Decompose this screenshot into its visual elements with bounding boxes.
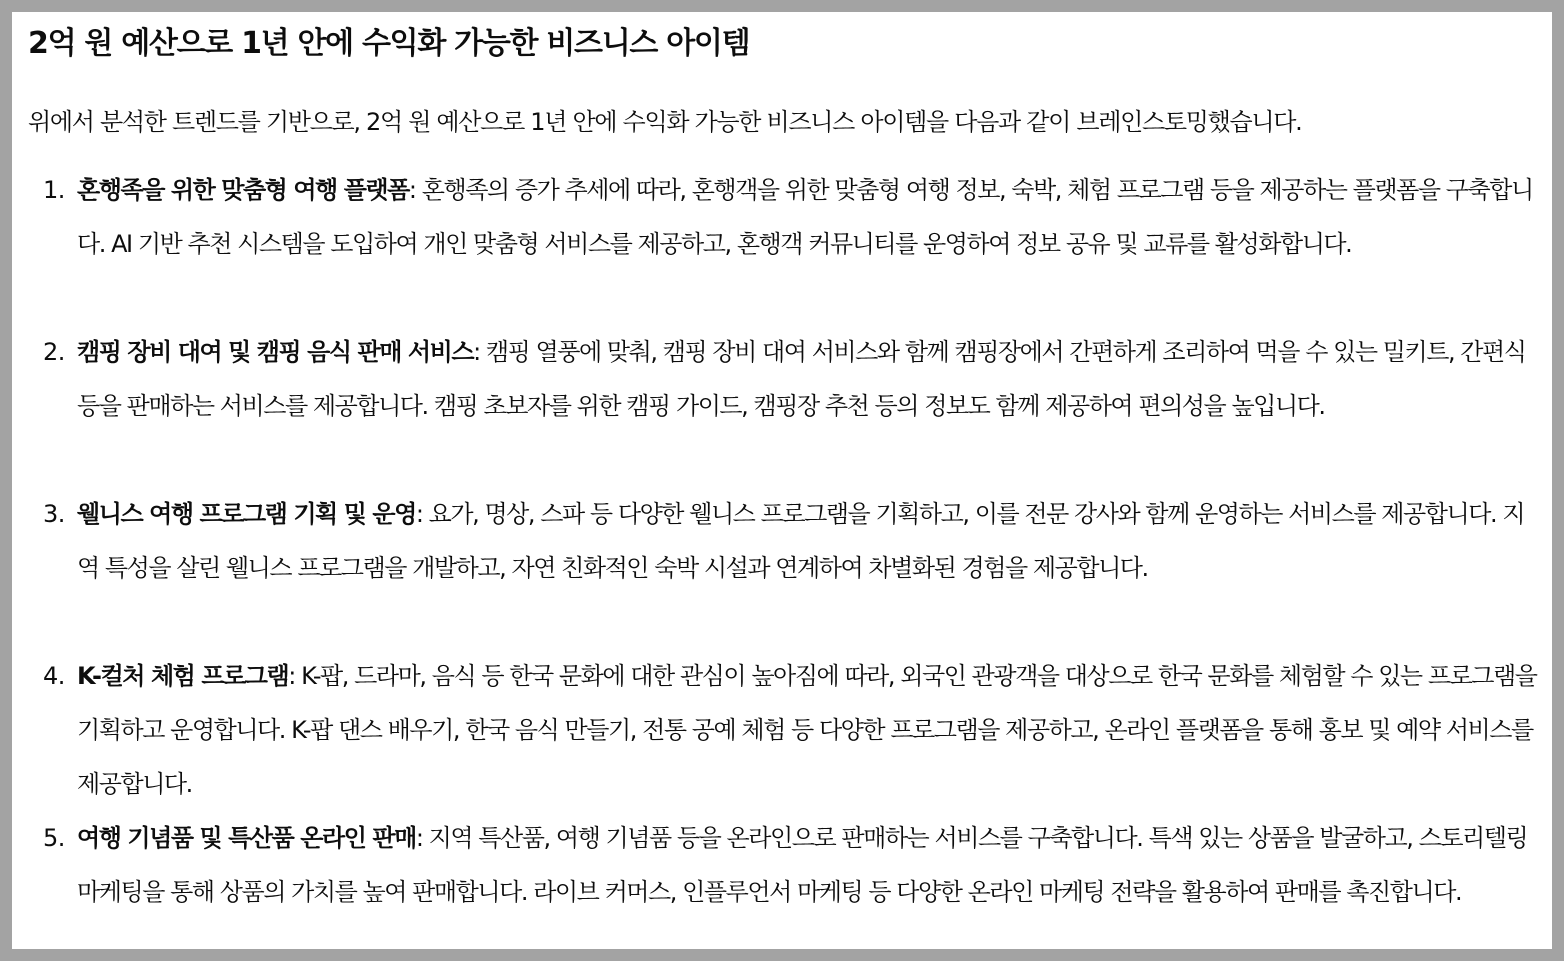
list-item-text: : 지역 특산품, 여행 기념품 등을 온라인으로 판매하는 서비스를 구축합니다. 특색 있는 상품을 발굴하고, 스토리텔링 마케팅을 통해 상품의 가치를 높여 판매합니다. 라이브 커머스, 인플루언서 마케팅 등 다양한 온라인 마케팅 전략을 활용하여 판매를 촉진합니다. xyxy=(77,824,1528,906)
list-item-title: K-컬처 체험 프로그램 xyxy=(77,662,289,690)
list-item-body xyxy=(77,487,1538,595)
list-item-title: 캠핑 장비 대여 및 캠핑 음식 판매 서비스 xyxy=(77,338,474,366)
intro-paragraph: 위에서 분석한 트렌드를 기반으로, 2억 원 예산으로 1년 안에 수익화 가능한 비즈니스 아이템을 다음과 같이 브레인스토밍했습니다. xyxy=(28,108,1302,136)
list-item-number: 1. xyxy=(43,176,65,204)
list-item-number: 3. xyxy=(43,500,65,528)
list-item-title: 혼행족을 위한 맞춤형 여행 플랫폼 xyxy=(77,176,409,204)
list-item-text: : 요가, 명상, 스파 등 다양한 웰니스 프로그램을 기획하고, 이를 전문 강사와 함께 운영하는 서비스를 제공합니다. 지역 특성을 살린 웰니스 프로그램을 개발하고, 자연 친화적인 숙박 시설과 연계하여 차별화된 경험을 제공합니다. xyxy=(77,500,1525,582)
list-item-text: : K-팝, 드라마, 음식 등 한국 문화에 대한 관심이 높아짐에 따라, 외국인 관광객을 대상으로 한국 문화를 체험할 수 있는 프로그램을 기획하고 운영합니다. K-팝 댄스 배우기, 한국 음식 만들기, 전통 공예 체험 등 다양한 프로그램을 제공하고, 온라인 플랫폼을 통해 홍보 및 예약 서비스를 제공합니다. xyxy=(77,662,1537,798)
list-item-text: : 혼행족의 증가 추세에 따라, 혼행객을 위한 맞춤형 여행 정보, 숙박, 체험 프로그램 등을 제공하는 플랫폼을 구축합니다. AI 기반 추천 시스템을 도입하여 개인 맞춤형 서비스를 제공하고, 혼행객 커뮤니티를 운영하여 정보 공유 및 교류를 활성화합니다. xyxy=(77,176,1533,258)
list-item-text: : 캠핑 열풍에 맞춰, 캠핑 장비 대여 서비스와 함께 캠핑장에서 간편하게 조리하여 먹을 수 있는 밀키트, 간편식 등을 판매하는 서비스를 제공합니다. 캠핑 초보자를 위한 캠핑 가이드, 캠핑장 추천 등의 정보도 함께 제공하여 편의성을 높입니다. xyxy=(77,338,1526,420)
list-item-title: 웰니스 여행 프로그램 기획 및 운영 xyxy=(77,500,416,528)
list-item-body xyxy=(77,163,1538,271)
list-item-number: 2. xyxy=(43,338,65,366)
list-item-number: 4. xyxy=(43,662,65,690)
list-item-body xyxy=(77,325,1538,433)
list-item-number: 5. xyxy=(43,824,65,852)
list-item-body xyxy=(77,811,1538,919)
page-title: 2억 원 예산으로 1년 안에 수익화 가능한 비즈니스 아이템 xyxy=(28,26,750,61)
list-item-title: 여행 기념품 및 특산품 온라인 판매 xyxy=(77,824,416,852)
document xyxy=(12,12,1552,949)
list-item-body xyxy=(77,649,1538,811)
